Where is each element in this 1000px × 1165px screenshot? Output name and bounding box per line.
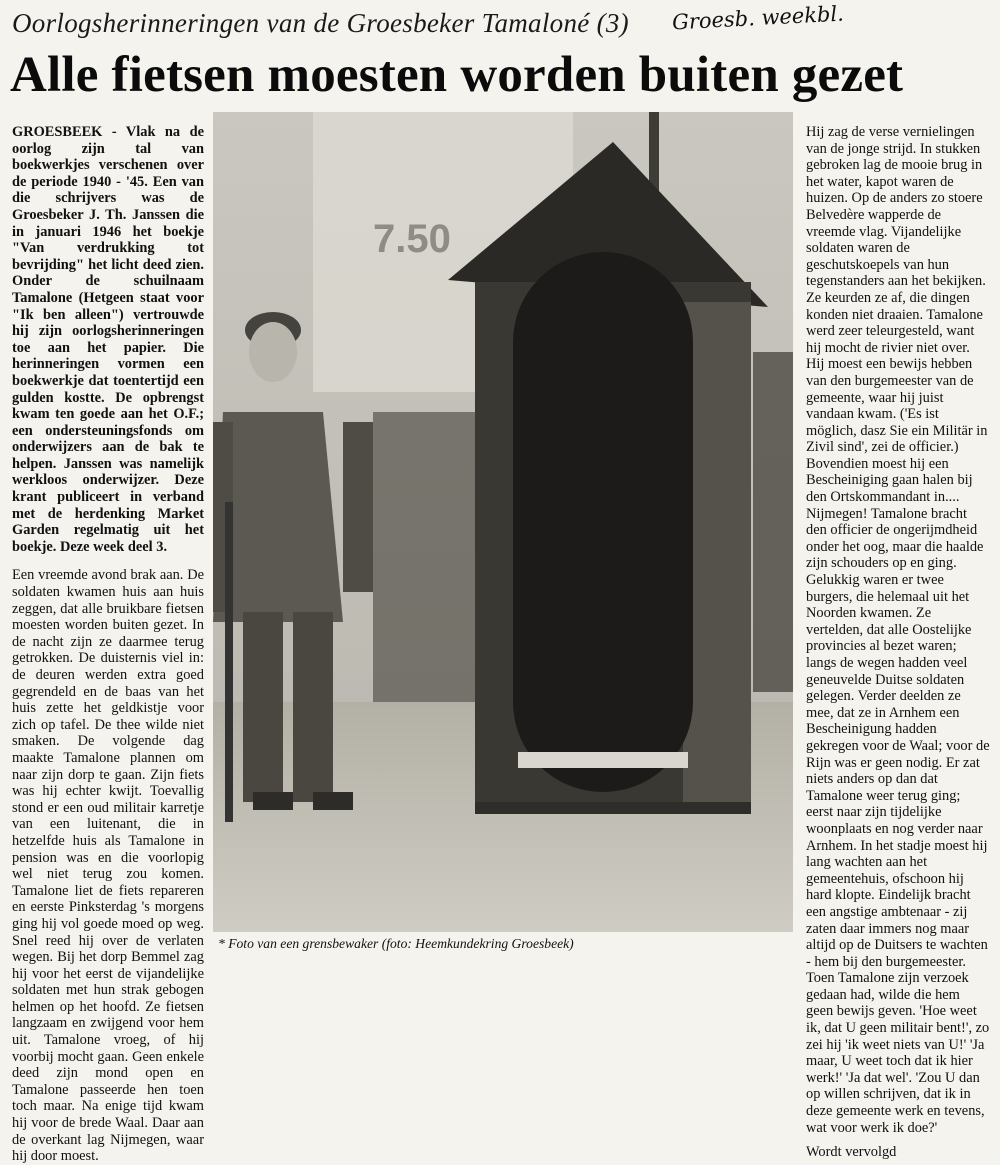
page-kicker: Oorlogsherinneringen van de Groesbeker Tamaloné (3) bbox=[12, 8, 629, 38]
body-text-right: Hij zag de verse vernielingen van de jonge strijd. In stukken gebroken lag de mooie brug in het water, kapot waren de huizen. Op de anders zo stoere Belvedère wapperde de vreemde vlag. Vijandelijke soldaten waren de geschutskoepels van hun tegenstanders aan het bekijken. Ze keurden ze af, die dingen konden niet draaien. Tamalone werd zeer teleurgesteld, want hij mocht de rivier niet over. Hij moest een bewijs hebben van den burgemeester van de gemeente, waar hij juist vandaan kwam. ('Es ist möglich, dasz Sie ein Militär in Zivil sind', zei de officier.) Bovendien moest hij een Bescheiniging gaan halen bij den Ortskommandant in.... Nijmegen! Tamalone bracht den officier de ongerijmdheid onder het oog, maar die haalde zijn schouders op en ging. Gelukkig waren er twee burgers, die helemaal uit het Noorden kwamen. Ze vertelden, dat alle Oostelijke provincies al bezet waren; langs de wegen hadden veel geneuvelde Duitse soldaten gelegen. Verder deelden ze mee, dat ze in Arnhem een Bescheinigung hadden gekregen voor de Waal; voor de Rijn was er geen nodig. Er zat niets anders op dan dat Tamalone weer terug ging; eerst naar zijn tijdelijke woonplaats en nog verder naar Arnhem. In het stadje moest hij lang wachten aan het gemeentehuis, ofschoon hij hard klopte. Eindelijk bracht een angstige ambtenaar - zij zaten daar immers nog maar altijd op de Duitsers te wachten - hem bij den burgemeester. Toen Tamalone zijn verzoek gedaan had, wilde die hem geen bewijs geven. 'Hoe weet ik, dat U geen militair bent!', zo zei hij 'ik weet niets van U!' 'Ja maar, U weet toch dat ik hier werk!' 'Ja dat wel'. 'Zou U dan op willen schrijven, dat ik in deze gemeente werk en tevens, wat voor werk ik doe?' bbox=[806, 124, 990, 1136]
photo-caption: * Foto van een grensbewaker (foto: Heemkundekring Groesbeek) bbox=[218, 936, 574, 951]
body-text-left: Een vreemde avond brak aan. De soldaten kwamen huis aan huis zeggen, dat alle bruikbare fietsen moesten worden buiten gezet. In de nacht zijn ze daarmee terug getrokken. De duisternis viel in: de deuren werden extra goed gegrendeld en de baas van het huis zette het geldkistje voor zich op tafel. De thee wilde niet smaken. De volgende dag maakte Tamalone plannen om naar zijn dorp te gaan. Zijn fiets was hij echter kwijt. Toevallig stond er een oud militair karretje van een luitenant, die in hetzelfde huis als Tamalone in pension was en die voorlopig wel niet terug zou komen. Tamalone liet de fiets repareren en eerste Pinksterdag 's morgens ging hij vol goede moed op weg. Snel reed hij over de verlaten wegen. Bij het dorp Bemmel zag hij voor het eerst de vijandelijke soldaten met hun strak gebogen helmen op het hoofd. Ze fietsen langzaam en zwijgend voor hem uit. Tamalone vroeg, of hij voorbij mocht gaan. Geen enkele deed zijn mond open en Tamalone passeerde hen toen toch maar. Na enige tijd kwam hij voor de brede Waal. Daar aan de overkant lag Nijmegen, waar hij door moest. bbox=[12, 567, 204, 1165]
lead-paragraph: GROESBEEK - Vlak na de oorlog zijn tal van boekwerkjes verschenen over de periode 1940 - '45. Een van die schrijvers was de Groesbeker J. Th. Janssen die in januari 1946 het boekje "Van verdrukking tot bevrijding" het licht deed zien. Onder de schuilnaam Tamalone (Hetgeen staat voor "Ik ben alleen") vertrouwde hij zijn oorlogsherinneringen toe aan het papier. Die herinneringen vormen een boekwerkje dat toentertijd een gulden kostte. De opbrengst kwam ten goede aan het O.F.; een ondersteuningsfonds om onderwijzers aan de bak te helpen. Janssen was namelijk werkloos onderwijzer. Deze krant publiceert in verband met de herdenking Market Garden regelmatig uit het boekje. Deze week deel 3. bbox=[12, 124, 204, 555]
poster-price: 7.50 bbox=[373, 217, 451, 261]
continued-note: Wordt vervolgd bbox=[806, 1144, 897, 1161]
photo-illustration bbox=[213, 112, 793, 932]
column-right bbox=[806, 124, 990, 1161]
photo bbox=[213, 112, 793, 932]
column-left bbox=[12, 124, 204, 1165]
headline: Alle fietsen moesten worden buiten gezet bbox=[10, 47, 904, 103]
handwritten-note: Groesb. weekbl. bbox=[671, 1, 845, 35]
